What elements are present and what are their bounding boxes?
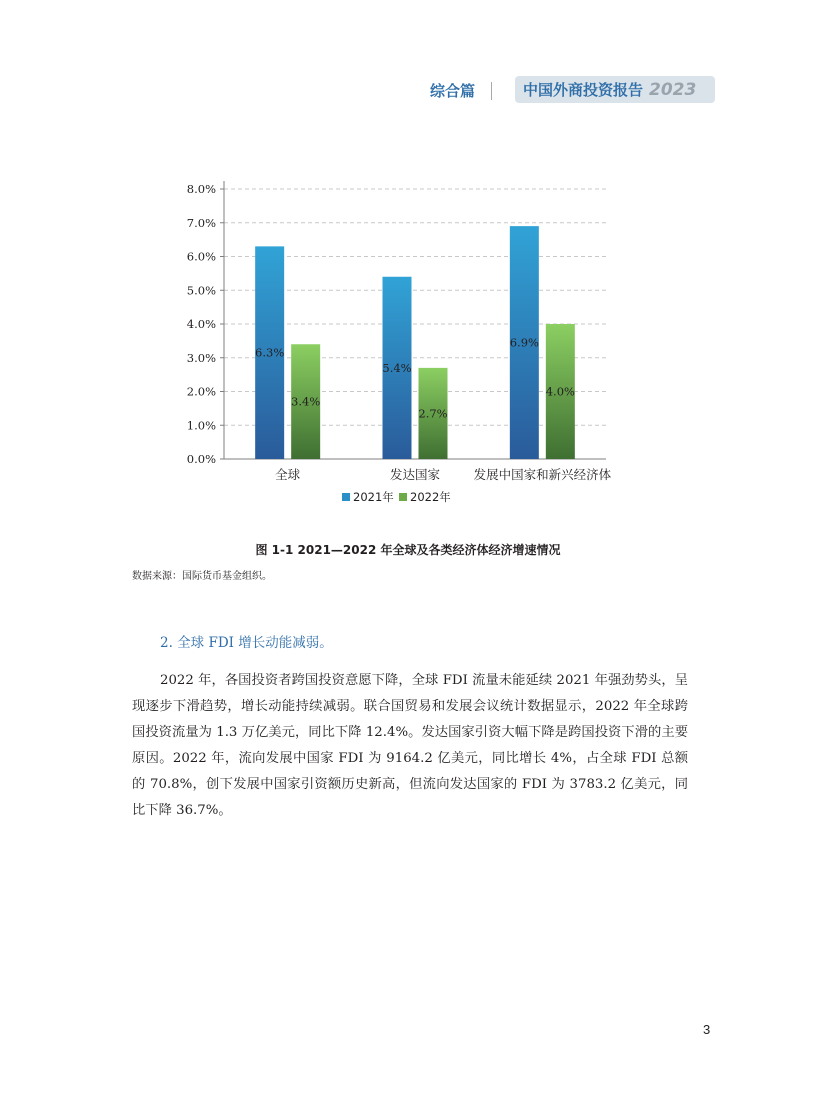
y-tick-label: 2.0% (186, 384, 216, 399)
y-tick-label: 5.0% (186, 283, 216, 298)
header-report-badge (515, 76, 715, 103)
x-category-label: 全球 (275, 467, 301, 482)
header-divider (491, 82, 492, 100)
header-report-year: 2023 (649, 79, 697, 100)
y-tick-label: 7.0% (186, 215, 216, 230)
x-category-label: 发展中国家和新兴经济体 (473, 467, 612, 482)
legend-swatch (342, 493, 350, 501)
page-number: 3 (703, 1022, 711, 1037)
y-tick-label: 1.0% (186, 418, 216, 433)
y-tick-label: 6.0% (186, 249, 216, 264)
body-paragraph: 2022 年，各国投资者跨国投资意愿下降，全球 FDI 流量未能延续 2021 年强劲势头，呈现逐步下滑趋势，增长动能持续减弱。联合国贸易和发展会议统计数据显示，2022 年全球跨国投资流量为 1.3 万亿美元，同比下降 12.4%。发达国家引资大幅下降是跨国投资下滑的主要原因。2022 年，流向发展中国家 FDI 为 9164.2 亿美元，同比增长 4%，占全球 FDI 总额的 70.8%，创下发展中国家引资额历史新高，但流向发达国家的 FDI 为 3783.2 亿美元，同比下降 36.7%。 (132, 673, 688, 818)
legend-swatch (399, 493, 407, 501)
y-tick-label: 3.0% (186, 350, 216, 365)
data-label: 3.4% (291, 394, 321, 409)
data-label: 6.3% (255, 345, 285, 360)
growth-bar-chart (150, 170, 630, 515)
figure-caption: 图 1-1 2021—2022 年全球及各类经济体经济增速情况 (255, 543, 561, 557)
x-category-label: 发达国家 (389, 467, 441, 482)
header-report-title: 中国外商投资报告 (523, 81, 644, 99)
y-tick-label: 8.0% (186, 182, 216, 196)
legend-label: 2021年 (353, 490, 394, 504)
data-label: 5.4% (382, 360, 412, 375)
data-label: 2.7% (418, 406, 448, 421)
figure-source: 数据来源：国际货币基金组织。 (132, 571, 272, 582)
header-section-title: 综合篇 (430, 82, 476, 100)
y-tick-label: 0.0% (186, 452, 216, 466)
y-tick-label: 4.0% (186, 317, 216, 331)
section-heading: 2. 全球 FDI 增长动能减弱。 (160, 635, 333, 651)
data-label: 6.9% (509, 335, 539, 350)
data-label: 4.0% (545, 384, 575, 399)
legend-label: 2022年 (410, 490, 451, 504)
